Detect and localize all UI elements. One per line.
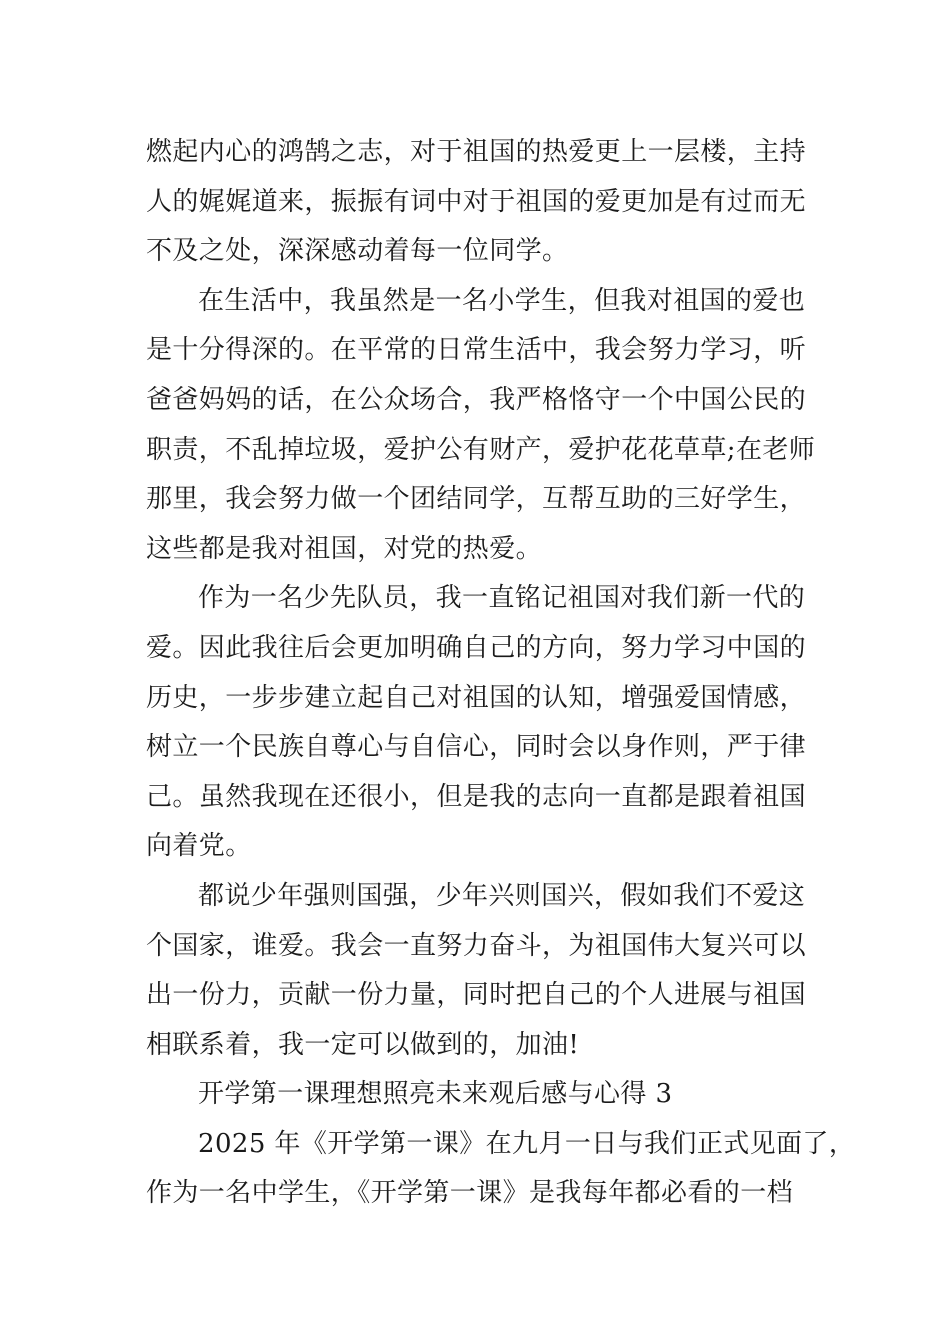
paragraph-start-line: 作为一名少先队员，我一直铭记祖国对我们新一代的: [198, 583, 806, 614]
text-line: 燃起内心的鸿鹄之志，对于祖国的热爱更上一层楼，主持: [146, 137, 807, 167]
paragraph-start-line: 都说少年强则国强，少年兴则国兴，假如我们不爱这: [198, 880, 806, 911]
paragraph-start-line: 在生活中，我虽然是一名小学生，但我对祖国的爱也: [198, 285, 806, 316]
text-line: 作为一名中学生，《开学第一课》是我每年都必看的一档: [146, 1178, 794, 1209]
section-heading: 开学第一课理想照亮未来观后感与心得 3: [198, 1079, 673, 1110]
text-line: 那里，我会努力做一个团结同学，互帮互助的三好学生，: [146, 484, 807, 515]
text-line: 职责，不乱掉垃圾，爱护公有财产，爱护花花草草;在老师: [146, 434, 816, 465]
paragraph-start-line: 2025 年《开学第一课》在九月一日与我们正式见面了，: [198, 1128, 856, 1159]
text-line: 树立一个民族自尊心与自信心，同时会以身作则，严于律: [146, 732, 807, 763]
text-line: 不及之处，深深感动着每一位同学。: [146, 236, 569, 267]
text-line: 相联系着，我一定可以做到的，加油!: [146, 1029, 580, 1060]
text-line: 爸爸妈妈的话，在公众场合，我严格恪守一个中国公民的: [146, 384, 807, 415]
text-line: 这些都是我对祖国，对党的热爱。: [146, 533, 543, 564]
text-line: 出一份力，贡献一份力量，同时把自己的个人进展与祖国: [146, 980, 807, 1011]
text-line: 人的娓娓道来，振振有词中对于祖国的爱更加是有过而无: [146, 186, 807, 217]
text-line: 爱。因此我往后会更加明确自己的方向，努力学习中国的: [146, 632, 807, 663]
text-line: 己。虽然我现在还很小，但是我的志向一直都是跟着祖国: [146, 781, 807, 812]
text-line: 个国家，谁爱。我会一直努力奋斗，为祖国伟大复兴可以: [146, 930, 807, 961]
document-body: [146, 128, 856, 1219]
text-line: 是十分得深的。在平常的日常生活中，我会努力学习，听: [146, 335, 807, 366]
text-line: 向着党。: [146, 831, 252, 862]
text-line: 历史，一步步建立起自己对祖国的认知，增强爱国情感，: [146, 682, 807, 713]
